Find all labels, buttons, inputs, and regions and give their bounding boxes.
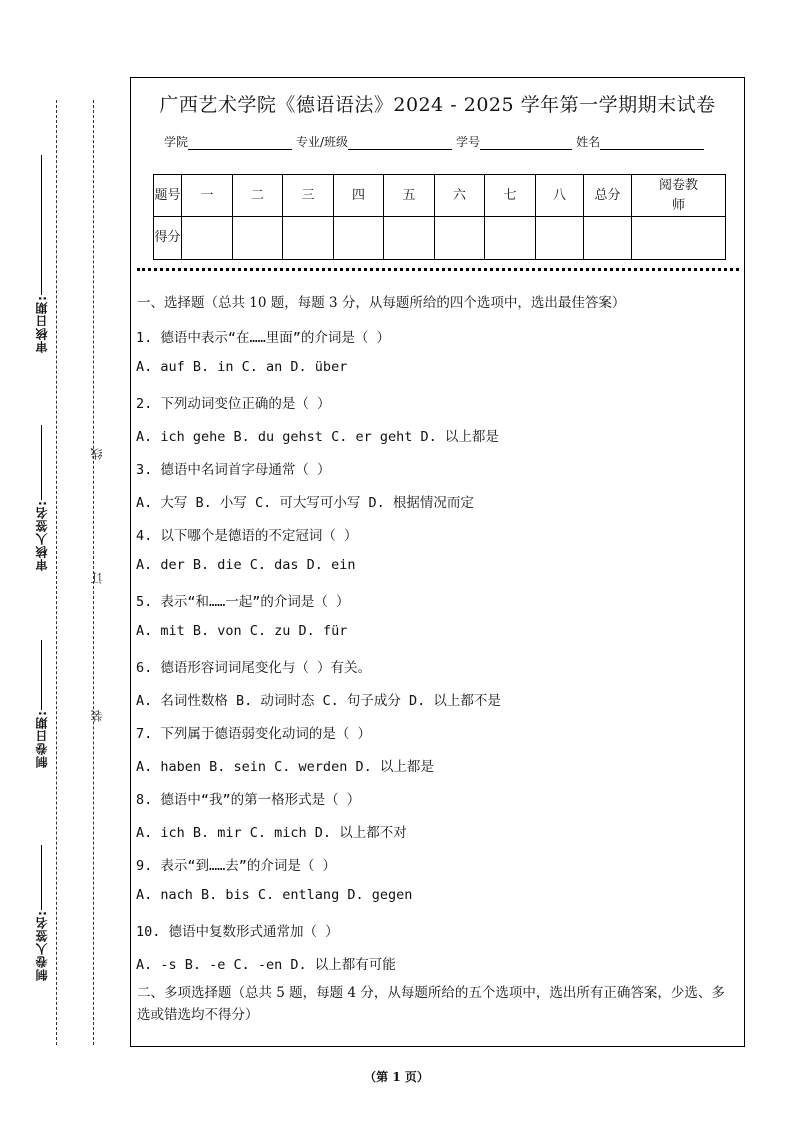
question-8: 8. 德语中“我”的第一格形式是（ ） (136, 792, 361, 808)
score-cell-6[interactable] (435, 217, 485, 260)
section1-heading: 一、选择题（总共 10 题，每题 3 分，从每题所给的四个选项中，选出最佳答案） (137, 295, 626, 311)
options-2: A. ich gehe B. du gehst C. er geht D. 以上都是 (136, 429, 499, 445)
question-2: 2. 下列动词变位正确的是（ ） (136, 396, 331, 412)
maker-sign-label: 制卷人签名: (34, 910, 49, 981)
options-6: A. 名词性数格 B. 动词时态 C. 句子成分 D. 以上都不是 (136, 693, 501, 709)
reviewer-sign-label: 审核人签名: (34, 500, 49, 571)
score-cell-8[interactable] (536, 217, 584, 260)
col-8: 八 (536, 175, 584, 217)
maker-sign-field[interactable] (30, 845, 52, 981)
col-5: 五 (384, 175, 435, 217)
section2-heading: 二、多项选择题（总共 5 题，每题 4 分，从每题所给的五个选项中，选出所有正确答案，少选、多选或错选均不得分） (137, 985, 725, 1023)
col-6: 六 (435, 175, 485, 217)
exam-title: 广西艺术学院《德语语法》2024 - 2025 学年第一学期期末试卷 (159, 94, 716, 116)
score-cell-4[interactable] (334, 217, 384, 260)
student-id-input[interactable] (480, 137, 572, 150)
question-9: 9. 表示“到……去”的介词是（ ） (136, 858, 337, 874)
col-7: 七 (485, 175, 536, 217)
score-cell-2[interactable] (233, 217, 283, 260)
col-grader: 阅卷教师 (632, 175, 726, 217)
review-date-label: 审核日期: (34, 295, 49, 353)
options-4: A. der B. die C. das D. ein (136, 557, 356, 573)
score-table (153, 174, 726, 260)
binding-mark-line: 线 (90, 448, 104, 460)
score-cell-5[interactable] (384, 217, 435, 260)
col-total: 总分 (584, 175, 632, 217)
make-date-label: 制卷日期: (34, 710, 49, 768)
name-label: 姓名 (576, 135, 601, 149)
options-5: A. mit B. von C. zu D. für (136, 623, 348, 639)
score-cell-7[interactable] (485, 217, 536, 260)
options-1: A. auf B. in C. an D. über (136, 359, 348, 375)
row-label-score: 得分 (154, 217, 182, 260)
major-class-input[interactable] (348, 137, 452, 150)
exam-frame (130, 77, 745, 1047)
major-class-label: 专业/班级 (296, 135, 349, 149)
binding-dashed-line-outer (56, 100, 57, 1045)
college-label: 学院 (164, 135, 189, 149)
col-3: 三 (283, 175, 334, 217)
options-3: A. 大写 B. 小写 C. 可大写可小写 D. 根据情况而定 (136, 495, 474, 511)
make-date-field[interactable] (30, 640, 52, 768)
options-10: A. -s B. -e C. -en D. 以上都有可能 (136, 957, 396, 973)
score-cell-total[interactable] (584, 217, 632, 260)
college-input[interactable] (188, 137, 292, 150)
question-10: 10. 德语中复数形式通常加（ ） (136, 924, 339, 940)
col-2: 二 (233, 175, 283, 217)
row-label-question-no: 题号 (154, 175, 182, 217)
binding-mark-bind: 装 (90, 710, 104, 722)
score-cell-grader[interactable] (632, 217, 726, 260)
student-info-row (164, 133, 724, 150)
question-4: 4. 以下哪个是德语的不定冠词（ ） (136, 528, 358, 544)
col-1: 一 (182, 175, 233, 217)
name-input[interactable] (600, 137, 704, 150)
question-1: 1. 德语中表示“在……里面”的介词是（ ） (136, 330, 391, 346)
score-cell-1[interactable] (182, 217, 233, 260)
options-7: A. haben B. sein C. werden D. 以上都是 (136, 759, 434, 775)
binding-mark-staple: 订 (90, 572, 104, 584)
student-id-label: 学号 (456, 135, 481, 149)
dotted-divider (137, 268, 739, 271)
options-8: A. ich B. mir C. mich D. 以上都不对 (136, 825, 407, 841)
options-9: A. nach B. bis C. entlang D. gegen (136, 887, 413, 903)
page-number: （第 1 页） (364, 1070, 429, 1084)
reviewer-sign-field[interactable] (30, 425, 52, 571)
question-3: 3. 德语中名词首字母通常（ ） (136, 462, 331, 478)
question-6: 6. 德语形容词词尾变化与（ ）有关。 (136, 660, 372, 676)
review-date-field[interactable] (30, 155, 52, 353)
question-7: 7. 下列属于德语弱变化动词的是（ ） (136, 726, 372, 742)
col-4: 四 (334, 175, 384, 217)
score-cell-3[interactable] (283, 217, 334, 260)
question-5: 5. 表示“和……一起”的介词是（ ） (136, 594, 350, 610)
